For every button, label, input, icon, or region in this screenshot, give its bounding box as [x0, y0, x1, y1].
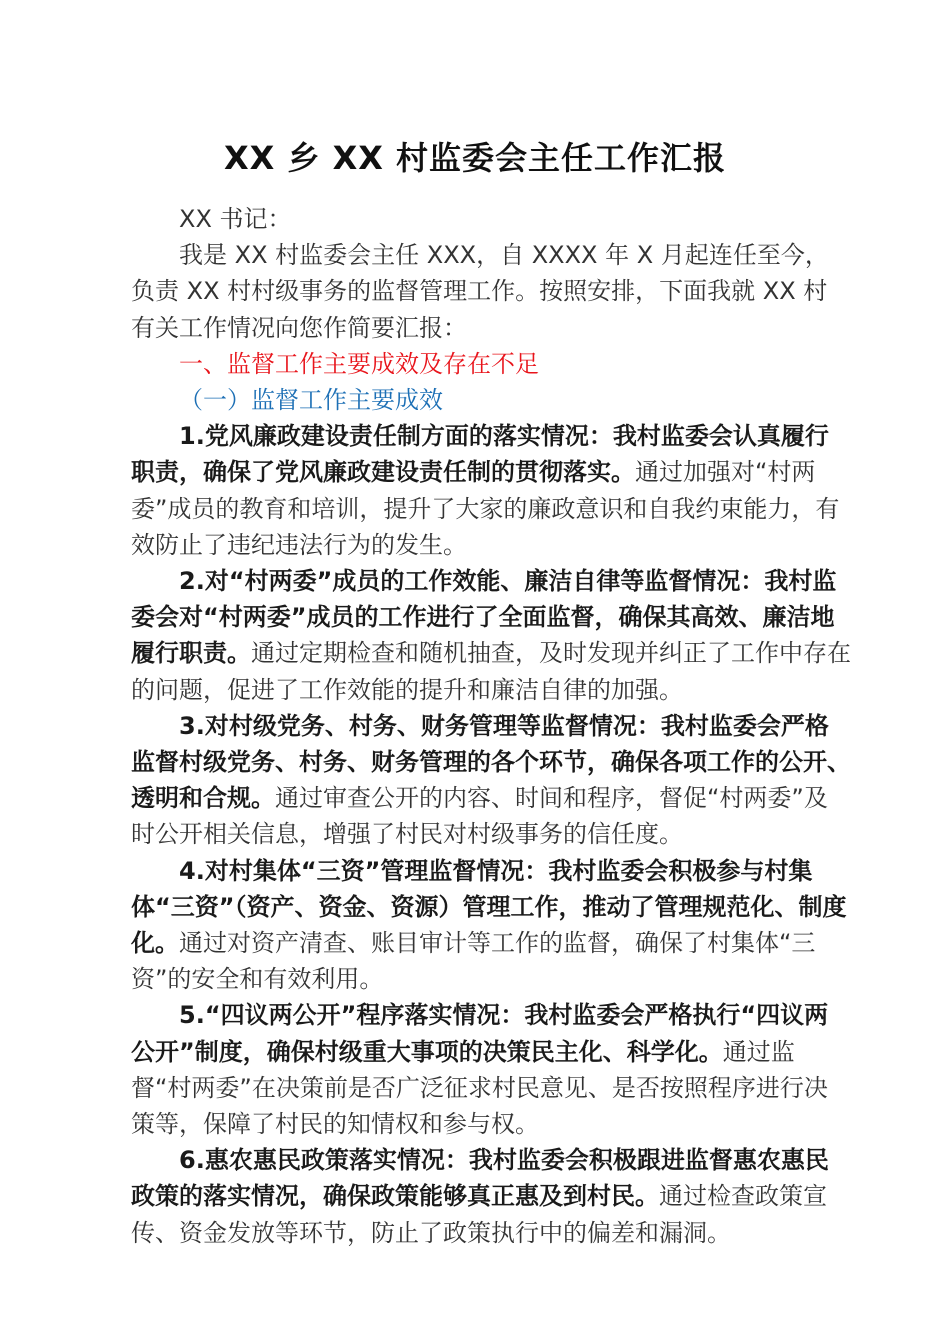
item-paragraph-2: [131, 563, 851, 708]
item-paragraph-3: [131, 708, 851, 853]
item-text-2: 通过定期检查和随机抽查，及时发现并纠正了工作中存在的问题，促进了工作效能的提升和廉洁自律的加强。: [131, 639, 851, 704]
item-lead-4: 4.对村集体“三资”管理监督情况：我村监委会积极参与村集体“三资”（资产、资金、资源）管理工作，推动了管理规范化、制度化。: [131, 856, 847, 958]
salutation: XX 书记：: [179, 205, 292, 233]
item-lead-5: 5.“四议两公开”程序落实情况：我村监委会严格执行“四议两公开”制度，确保村级重大事项的决策民主化、科学化。: [131, 1001, 829, 1066]
item-paragraph-6: [131, 1142, 851, 1251]
item-lead-1: 1.党风廉政建设责任制方面的落实情况：我村监委会认真履行职责，确保了党风廉政建设责任制的贯彻落实。: [131, 422, 829, 487]
item-paragraph-4: [131, 853, 851, 998]
item-text-1: 通过加强对“村两委”成员的教育和培训，提升了大家的廉政意识和自我约束能力，有效防止了违纪违法行为的发生。: [131, 458, 840, 559]
document-title: XX 乡 XX 村监委会主任工作汇报: [223, 139, 727, 177]
item-text-6: 通过检查政策宣传、资金发放等环节，防止了政策执行中的偏差和漏洞。: [131, 1182, 827, 1247]
item-text-5: 通过监督“村两委”在决策前是否广泛征求村民意见、是否按照程序进行决策等，保障了村民的知情权和参与权。: [131, 1037, 828, 1139]
item-lead-2: 2.对“村两委”成员的工作效能、廉洁自律等监督情况：我村监委会对“村两委”成员的工作进行了全面监督，确保其高效、廉洁地履行职责。: [131, 567, 837, 668]
item-lead-3: 3.对村级党务、村务、财务管理等监督情况：我村监委会严格监督村级党务、村务、财务管理的各个环节，确保各项工作的公开、透明和合规。: [131, 711, 851, 813]
document-body: [131, 201, 851, 1251]
subsection-heading-1: （一）监督工作主要成效: [179, 386, 443, 415]
item-paragraph-1: [131, 418, 851, 563]
item-paragraph-5: [131, 997, 851, 1142]
section-heading-1: 一、监督工作主要成效及存在不足: [179, 349, 539, 378]
item-lead-6: 6.惠农惠民政策落实情况：我村监委会积极跟进监督惠农惠民政策的落实情况，确保政策能够真正惠及到村民。: [131, 1146, 829, 1211]
intro-paragraph: 我是 XX 村监委会主任 XXX，自 XXXX 年 X 月起连任至今，负责 XX 村村级事务的监督管理工作。按照安排，下面我就 XX 村有关工作情况向您作简要汇报：: [131, 241, 829, 342]
item-text-4: 通过对资产清查、账目审计等工作的监督，确保了村集体“三资”的安全和有效利用。: [131, 929, 816, 994]
item-text-3: 通过审查公开的内容、时间和程序，督促“村两委”及时公开相关信息，增强了村民对村级事务的信任度。: [131, 784, 828, 849]
